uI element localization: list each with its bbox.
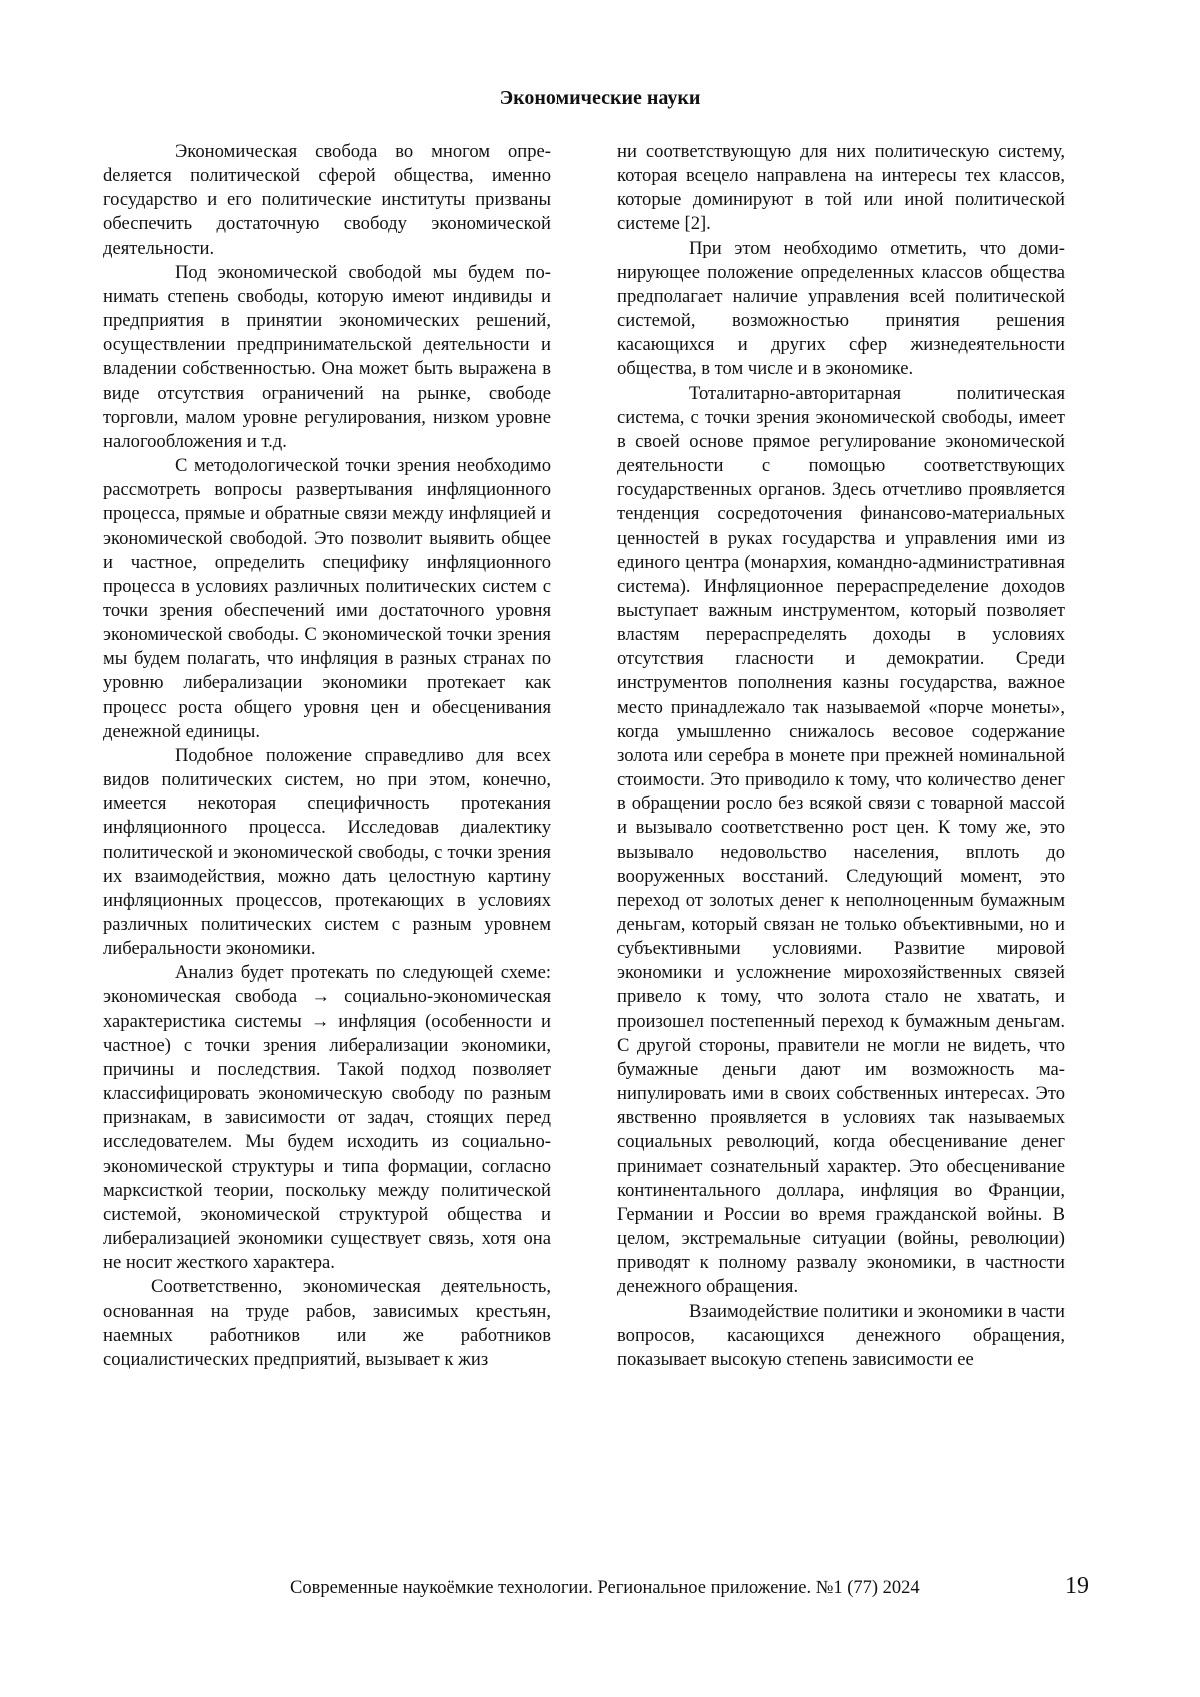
right-column (617, 140, 1065, 1372)
paragraph-continued: ни соответствующую для них политическую систему, которая всецело направлена на интересы тех классов, которые доминируют в той или иной политической системе [2]. (617, 141, 1065, 235)
paragraph: Соответственно, экономическая деятельность, основанная на труде рабов, зависимых крестьян, наемных работников или же работников социалистических предприятий, вызывает к жиз (103, 1276, 551, 1370)
paragraph: Подобное положение справедливо для всех видов политических систем, но при этом, конечно, имеется некоторая специфичность протекания инфляционного процесса. Исследовав диалектику политической и экономической свободы, с точки зрения их взаимодействия, можно дать целостную картину инфляционных процессов, протекающих в условиях различных политических систем с разным уровнем либеральности экономики. (103, 744, 551, 960)
paragraph: Экономическая свобода во многом опреdеляется политической сферой общества, именно государство и его политические институты призваны обеспечить достаточную свободу экономической деятельности. (103, 141, 551, 259)
journal-title: Современные наукоёмкие технологии. Региональное приложение. №1 (77) 2024 (290, 1578, 920, 1598)
left-column (103, 140, 551, 1372)
paragraph: С методологической точки зрения необходимо рассмотреть вопросы развертывания инфляционного процесса, прямые и обратные связи между инфляцией и экономической свободой. Это позволит выявить общее и частное, определить специфику инфляционного процесса в условиях различных политических систем с точки зрения обеспечений ими достаточного уровня экономической свободы. С экономической точки зрения мы будем полагать, что инфляция в разных странах по уровню либерализации экономики протекает как процесс роста общего уровня цен и обесценивания денежной единицы. (103, 455, 551, 742)
page-number: 19 (1065, 1573, 1089, 1599)
paragraph: Тоталитарно-авторитарная политическая система, с точки зрения экономической свободы, имеет в своей основе прямое регулирование экономической деятельности с помощью соответствующих государственных органов. Здесь отчетливо проявляется тенденция сосредоточения финансово-материальных ценностей в руках государства и управления ими из единого центра (монархия, командно-административная система). Инфляционное перераспределение доходов выступает важным инструментом, который позволяет властям перераспределять доходы в условиях отсутствия гласности и демократии. Среди инструментов пополнения казны государства, важное место принадлежало так называемой «порче монеты», когда умышленно снижалось весовое содержание золота или серебра в монете при прежней номинальной стоимости. Это приводило к тому, что количество денег в обращении росло без всякой связи с товарной массой и вызывало соответственно рост цен. К тому же, это вызывало недовольство населения, вплоть до вооруженных восстаний. Следующий момент, это переход от золотых денег к неполноценным бумажным деньгам, который связан не только объективными, но и субъективными условиями. Развитие мировой экономики и усложнение мирохозяйственных связей привело к тому, что золота стало не хватать, и произошел постепенный переход к бумажным деньгам. С другой стороны, правители не могли не видеть, что бумажные деньги дают им возможность манипулировать ими в своих собственных интересах. Это явственно проявляется в условиях так называемых социальных революций, когда обесценивание денег принимает сознательный характер. Это обесценивание континентального доллара, инфляция во Франции, Германии и России во время гражданской войны. В целом, экстремальные ситуации (войны, революции) приводят к полному развалу экономики, в частности денежного обращения. (617, 382, 1065, 1298)
paragraph: При этом необходимо отметить, что доминирующее положение определенных классов общества предполагает наличие управления всей политической системой, возможностью принятия решения касающихся и других сфер жизнедеятельности общества, в том числе и в экономике. (617, 237, 1065, 380)
paragraph: Анализ будет протекать по следующей схеме: экономическая свобода → социально-экономическая характеристика системы → инфляция (особенности и частное) с точки зрения либерализации экономики, причины и последствия. Такой подход позволяет классифицировать экономическую свободу по разным признакам, в зависимости от задач, стоящих перед исследователем. Мы будем исходить из социально-экономической структуры и типа формации, согласно марксисткой теории, поскольку между политической системой, экономической структурой общества и либерализацией экономики существует связь, хотя она не носит жесткого характера. (103, 962, 551, 1274)
paragraph: Под экономической свободой мы будем понимать степень свободы, которую имеют индивиды и предприятия в принятии экономических решений, осуществлении предпринимательской деятельности и владении собственностью. Она может быть выражена в виде отсутствия ограничений на рынке, свободе торговли, малом уровне регулирования, низком уровне налогообложения и т.д. (103, 261, 551, 452)
paragraph: Взаимодействие политики и экономики в части вопросов, касающихся денежного обращения, показывает высокую степень зависимости ее (617, 1300, 1065, 1370)
section-title: Экономические науки (499, 87, 701, 109)
